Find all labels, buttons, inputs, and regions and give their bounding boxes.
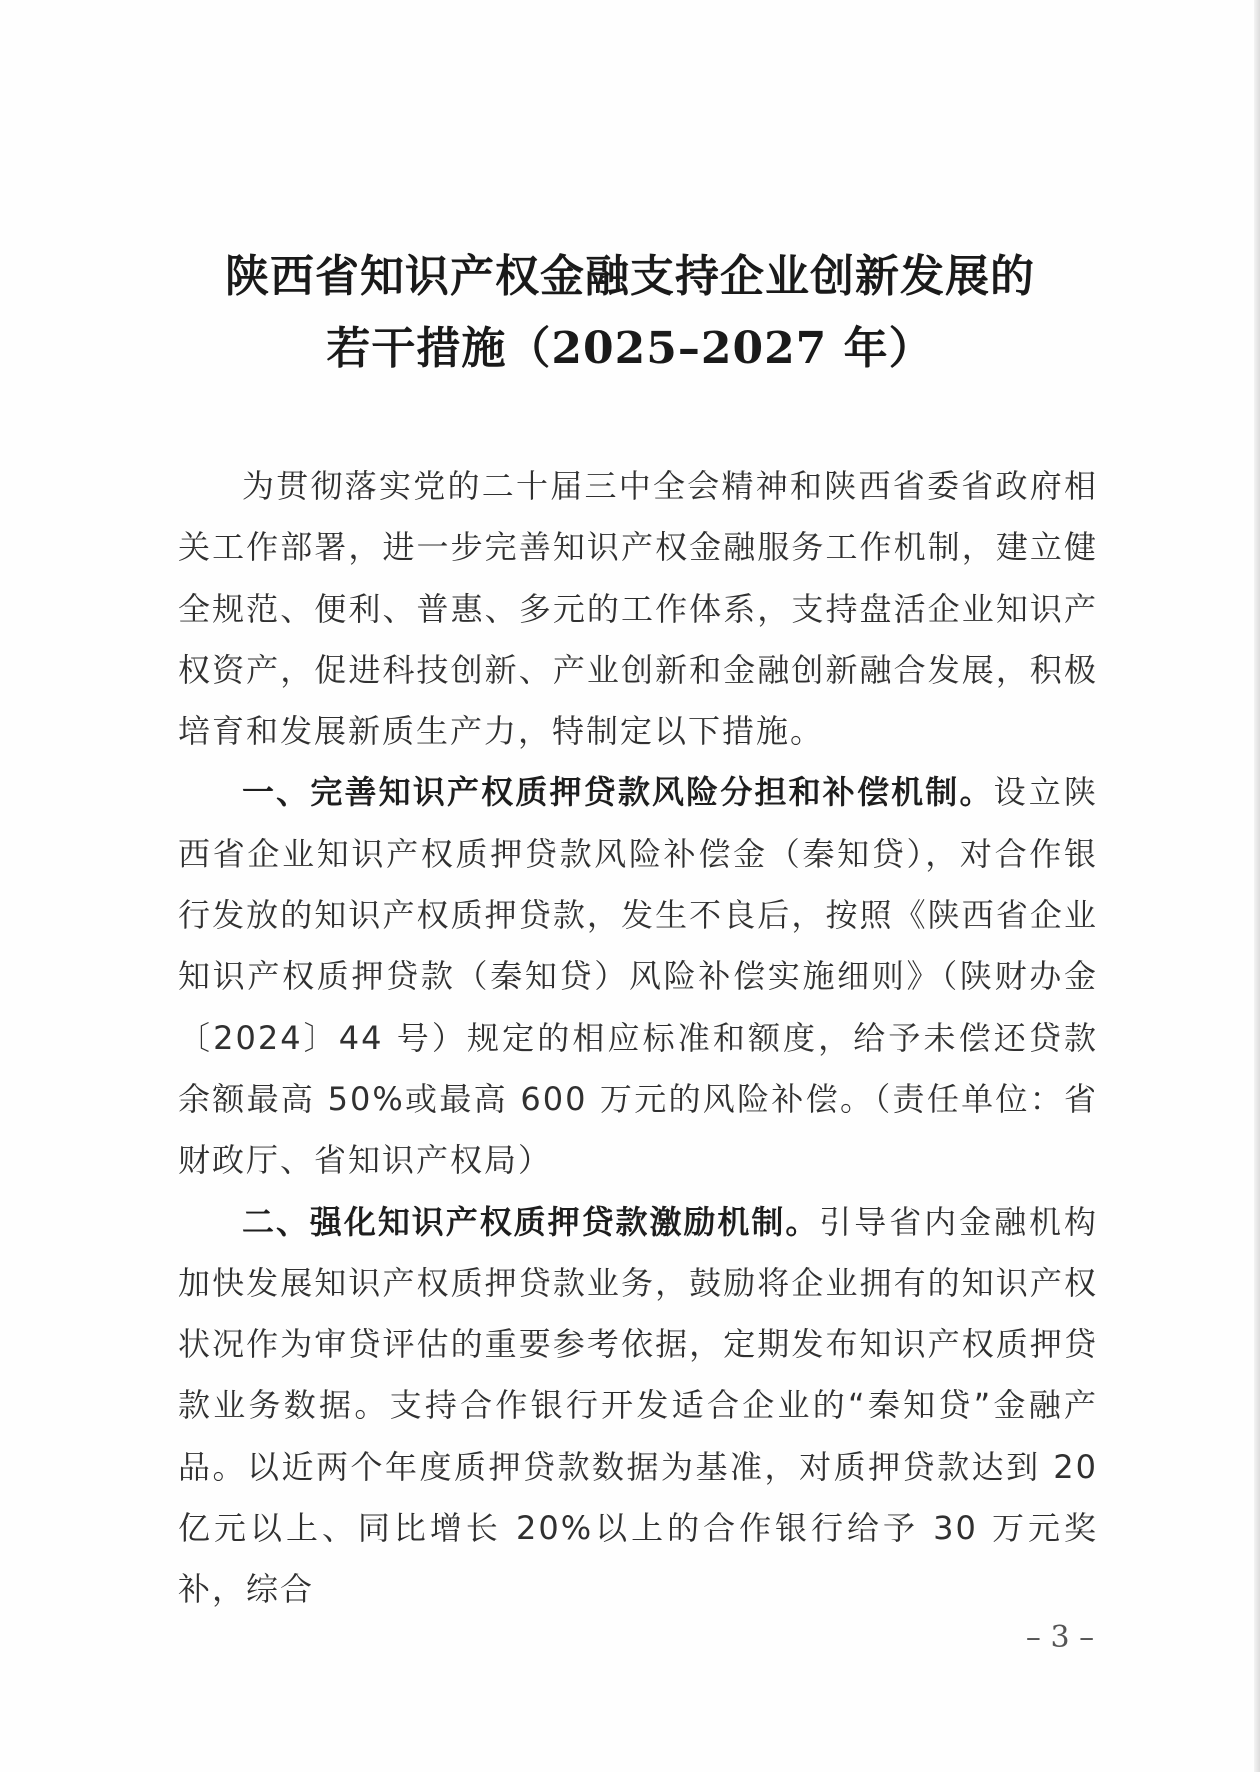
- section-2-text: 引导省内金融机构加快发展知识产权质押贷款业务，鼓励将企业拥有的知识产权状况作为审贷评估的重要参考依据，定期发布知识产权质押贷款业务数据。支持合作银行开发适合企业的“秦知贷”金融产品。以近两个年度质押贷款数据为基准，对质押贷款达到 20 亿元以上、同比增长 20%以上的合作银行给予 30 万元奖补，综合: [178, 1202, 1098, 1609]
- section-2-paragraph: [178, 1192, 1098, 1621]
- section-1-paragraph: [178, 762, 1098, 1191]
- page-number: – 3 –: [1025, 1620, 1095, 1655]
- scan-edge-shadow: [1254, 0, 1260, 1772]
- section-1-heading: 一、完善知识产权质押贷款风险分担和补偿机制。: [242, 773, 994, 812]
- section-1-text: 设立陕西省企业知识产权质押贷款风险补偿金（秦知贷），对合作银行发放的知识产权质押贷款，发生不良后，按照《陕西省企业知识产权质押贷款（秦知贷）风险补偿实施细则》（陕财办金〔2024〕44 号）规定的相应标准和额度，给予未偿还贷款余额最高 50%或最高 600 万元的风险补偿。（责任单位：省财政厅、省知识产权局）: [178, 773, 1098, 1180]
- document-title-line-1: 陕西省知识产权金融支持企业创新发展的: [225, 251, 1035, 302]
- intro-paragraph: 为贯彻落实党的二十届三中全会精神和陕西省委省政府相关工作部署，进一步完善知识产权金融服务工作机制，建立健全规范、便利、普惠、多元的工作体系，支持盘活企业知识产权资产，促进科技创新、产业创新和金融创新融合发展，积极培育和发展新质生产力，特制定以下措施。: [178, 467, 1098, 751]
- section-2-heading: 二、强化知识产权质押贷款激励机制。: [242, 1202, 820, 1241]
- document-title-line-2: 若干措施（2025–2027 年）: [326, 323, 934, 374]
- document-body: [178, 456, 1098, 1621]
